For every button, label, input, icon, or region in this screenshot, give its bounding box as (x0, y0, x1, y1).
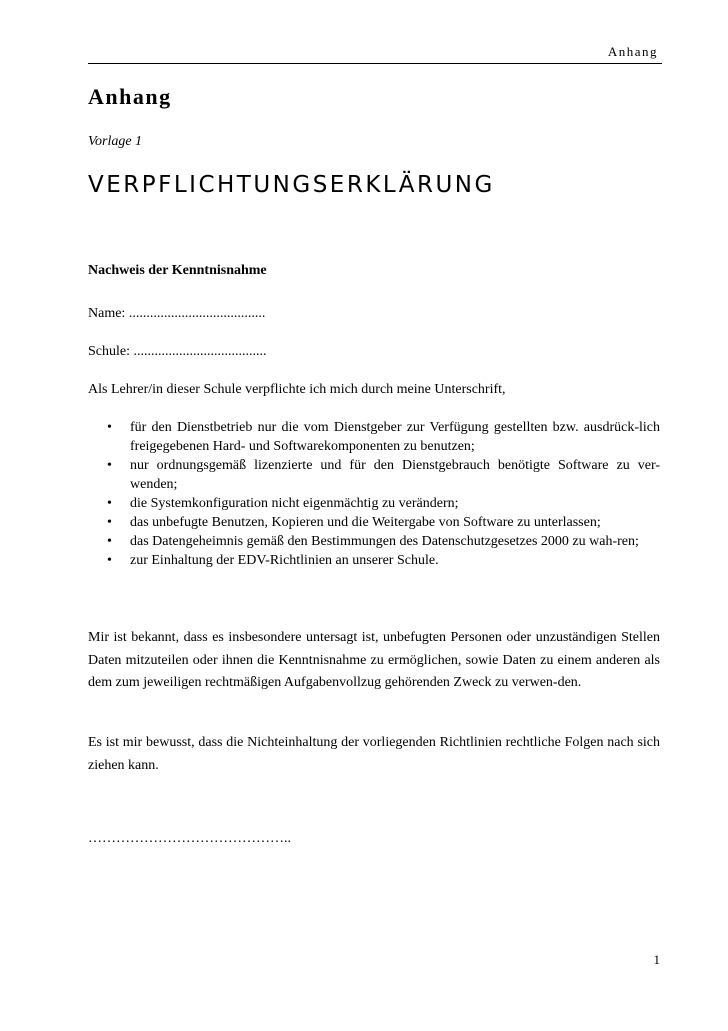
school-field-line: Schule: ...................................... (88, 344, 267, 359)
document-title: VERPFLICHTUNGSERKLÄRUNG (88, 172, 495, 198)
list-item (88, 418, 660, 456)
name-field-line: Name: ....................................... (88, 306, 266, 321)
list-item-text: zur Einhaltung der EDV-Richtlinien an unserer Schule. (130, 553, 439, 568)
prohibition-paragraph: Mir ist bekannt, dass es insbesondere untersagt ist, unbefugten Personen oder unzuständigen Stellen Daten mitzuteilen oder ihnen die Kenntnisnahme zu ermöglichen, sowie Daten zu einem anderen als dem zum jeweiligen rechtmäßigen Aufgabenvollzug gehörenden Zweck zu verwen-den. (88, 630, 660, 690)
list-item (88, 456, 660, 494)
running-header: Anhang (607, 44, 658, 59)
list-item (88, 532, 660, 551)
list-item-text: das Datengeheimnis gemäß den Bestimmungen des Datenschutzgesetzes 2000 zu wah-ren; (130, 534, 639, 549)
consequences-paragraph: Es ist mir bewusst, dass die Nichteinhaltung der vorliegenden Richtlinien rechtliche Folgen nach sich ziehen kann. (88, 735, 660, 773)
bullet-icon: • (107, 515, 112, 530)
signature-line: …………………………………….. (88, 831, 291, 846)
bullet-icon: • (107, 458, 112, 473)
intro-text: Als Lehrer/in dieser Schule verpflichte ich mich durch meine Unterschrift, (88, 382, 506, 397)
bullet-icon: • (107, 420, 112, 435)
page-number: 1 (653, 952, 660, 967)
bullet-icon: • (107, 534, 112, 549)
list-item-text: die Systemkonfiguration nicht eigenmächtig zu verändern; (130, 496, 459, 511)
list-item-text: das unbefugte Benutzen, Kopieren und die Weitergabe von Software zu unterlassen; (130, 515, 601, 530)
template-subtitle: Vorlage 1 (88, 134, 143, 149)
bullet-icon: • (107, 553, 112, 568)
header-rule (88, 63, 662, 64)
list-item-text: nur ordnungsgemäß lizenzierte und für den Dienstgebrauch benötigte Software zu ver-wenden; (130, 458, 660, 492)
list-item (88, 551, 660, 570)
list-item (88, 494, 660, 513)
acknowledgement-heading: Nachweis der Kenntnisnahme (88, 263, 267, 278)
section-title: Anhang (88, 84, 172, 109)
list-item (88, 513, 660, 532)
bullet-icon: • (107, 496, 112, 511)
list-item-text: für den Dienstbetrieb nur die vom Dienstgeber zur Verfügung gestellten bzw. ausdrück-lich freigegebenen Hard- und Softwarekomponenten zu benutzen; (130, 420, 660, 454)
obligations-list (88, 418, 660, 570)
